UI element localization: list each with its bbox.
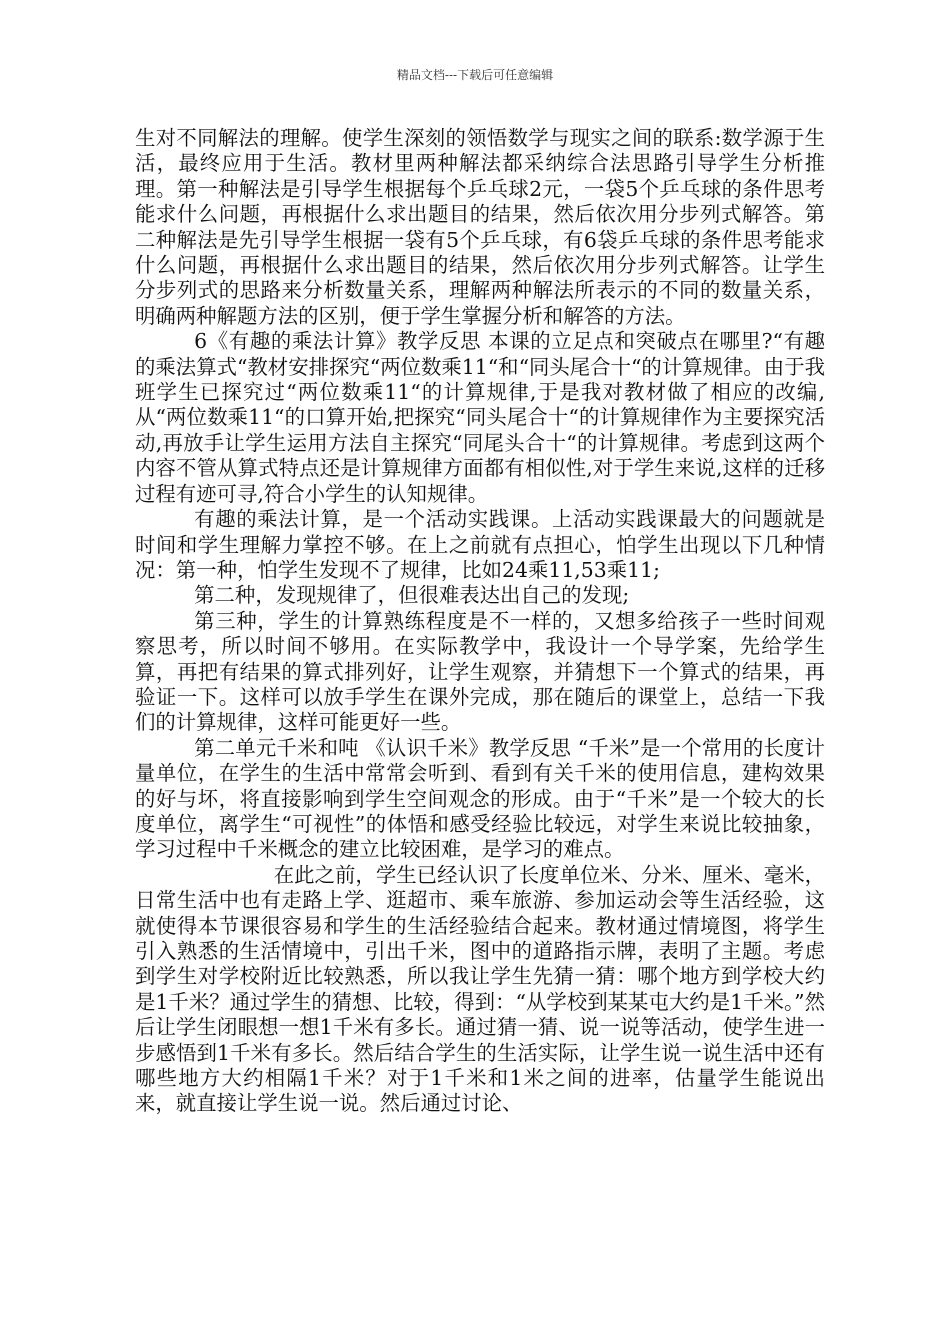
paragraph: 第二种，发现规律了，但很难表达出自己的发现; [194,583,630,608]
paragraph: 在此之前，学生已经认识了长度单位米、分米、厘米、毫米，日常生活中也有走路上学、逛超市、乘车旅游、参加运动会等生活经验，这就使得本节课很容易和学生的生活经验结合起来。教材通过情境图，将学生引入熟悉的生活情境中，引出千米，图中的道路指示牌，表明了主题。考虑到学生对学校附近比较熟悉，所以我让学生先猜一猜：哪个地方到学校大约是1千米？通过学生的猜想、比较，得到：“从学校到某某屯大约是1千米。”然后让学生闭眼想一想1千米有多长。通过猜一猜、说一说等活动，使学生进一步感悟到1千米有多长。然后结合学生的生活实际，让学生说一说生活中还有哪些地方大约相隔1千米？对于1千米和1米之间的进率，估量学生能说出来，就直接让学生说一说。然后通过讨论、 [135,862,825,1116]
paragraph: 6《有趣的乘法计算》教学反思 本课的立足点和突破点在哪里?“有趣的乘法算式“教材安排探究“两位数乘11“和“同头尾合十“的计算规律。由于我班学生已探究过“两位数乘11“的计算规律,于是我对教材做了相应的改编,从“两位数乘11“的口算开始,把探究“同头尾合十“的计算规律作为主要探究活动,再放手让学生运用方法自主探究“同尾头合十“的计算规律。考虑到这两个内容不管从算式特点还是计算规律方面都有相似性,对于学生来说,这样的迁移过程有迹可寻,符合小学生的认知规律。 [135,329,825,506]
page-header: 精品文档---下载后可任意编辑 [396,68,554,82]
paragraph: 第二单元千米和吨 《认识千米》教学反思 “千米”是一个常用的长度计量单位，在学生的生活中常常会听到、看到有关千米的使用信息，建构效果的好与坏，将直接影响到学生空间观念的形成。由于“千米”是一个较大的长度单位，离学生“可视性”的体悟和感受经验比较远，对学生来说比较抽象，学习过程中千米概念的建立比较困难，是学习的难点。 [135,735,825,862]
paragraph: 有趣的乘法计算，是一个活动实践课。上活动实践课最大的问题就是时间和学生理解力掌控不够。在上之前就有点担心，怕学生出现以下几种情况：第一种，怕学生发现不了规律，比如24乘11,53乘11; [135,507,825,582]
paragraph: 第三种，学生的计算熟练程度是不一样的，又想多给孩子一些时间观察思考，所以时间不够用。在实际教学中，我设计一个导学案，先给学生算，再把有结果的算式排列好，让学生观察，并猜想下一个算式的结果，再验证一下。这样可以放手学生在课外完成，那在随后的课堂上，总结一下我们的计算规律，这样可能更好一些。 [135,608,825,735]
paragraph: 生对不同解法的理解。使学生深刻的领悟数学与现实之间的联系:数学源于生活，最终应用于生活。教材里两种解法都采纳综合法思路引导学生分析推理。第一种解法是引导学生根据每个乒乓球2元，一袋5个乒乓球的条件思考能求什么问题，再根据什么求出题目的结果，然后依次用分步列式解答。第二种解法是先引导学生根据一袋有5个乒乓球，有6袋乒乓球的条件思考能求什么问题，再根据什么求出题目的结果，然后依次用分步列式解答。让学生分步列式的思路来分析数量关系，理解两种解法所表示的不同的数量关系，明确两种解题方法的区别，便于学生掌握分析和解答的方法。 [135,126,825,328]
document-body [135,126,825,1117]
